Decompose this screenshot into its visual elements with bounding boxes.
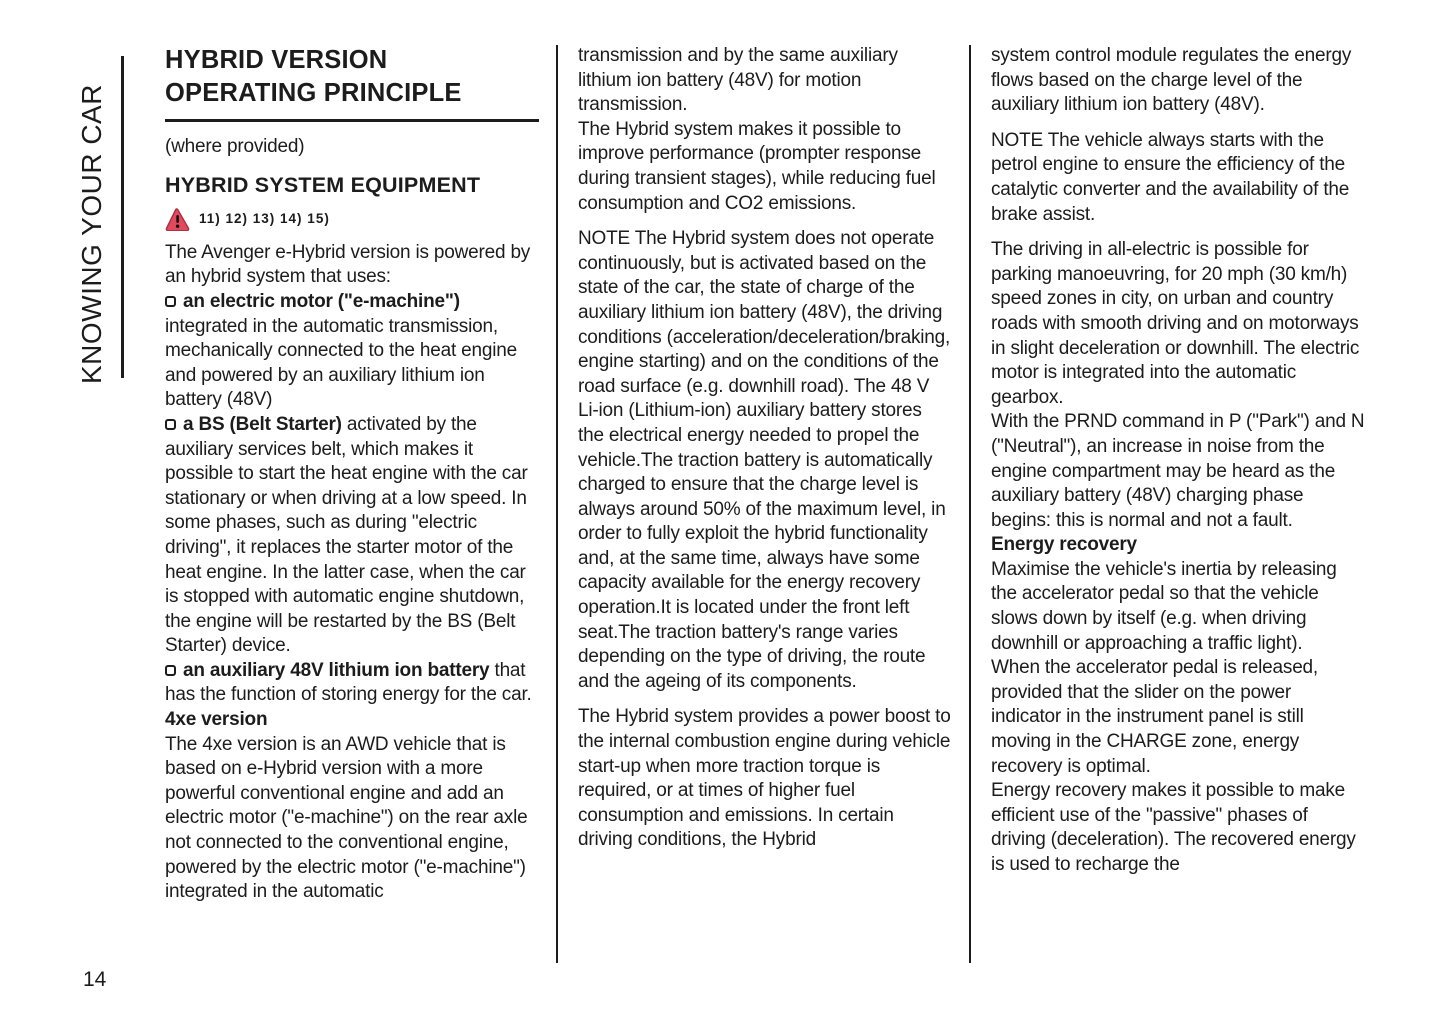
warning-triangle-icon — [165, 208, 190, 231]
section-heading: HYBRID SYSTEM EQUIPMENT — [165, 172, 481, 197]
warning-row — [165, 207, 539, 232]
square-bullet-icon — [165, 296, 176, 307]
bullet-item — [165, 659, 539, 708]
paragraph: Maximise the vehicle's inertia by releasing the accelerator pedal so that the vehicle slows down by itself (e.g. when driving downhill or approaching a traffic light). — [991, 558, 1337, 654]
column-2 — [578, 44, 952, 853]
paragraph: The Hybrid system makes it possible to improve performance (prompter response during transient stages), while reducing fuel consumption and CO2 emissions. — [578, 118, 936, 214]
page-title — [165, 44, 539, 122]
page-title-line1: HYBRID VERSION — [165, 46, 388, 74]
column-1 — [165, 44, 539, 905]
paragraph: The driving in all-electric is possible for parking manoeuvring, for 20 mph (30 km/h) speed zones in city, on urban and country roads with smooth driving and on motorways in slight deceleration or downhill. The electric motor is integrated into the automatic gearbox. — [991, 239, 1360, 408]
column-3 — [991, 44, 1365, 878]
sidebar-rule — [121, 56, 124, 378]
bullet-text: integrated in the automatic transmission, mechanically connected to the heat engine and powered by an auxiliary lithium ion battery (48V) — [165, 315, 517, 411]
bullet-lead-bold: a BS (Belt Starter) — [183, 413, 342, 435]
column-2-body — [578, 44, 952, 853]
paragraph: When the accelerator pedal is released, provided that the slider on the power indicator in the instrument panel is still moving in the CHARGE zone, energy recovery is optimal. — [991, 657, 1319, 777]
bullet-text: activated by the auxiliary services belt, which makes it possible to start the heat engine with the car stationary or when driving at a low speed. In some phases, such as during "electric driving", it replaces the starter motor of the heat engine. In the latter case, when the car is stopped with automatic engine shutdown, the engine will be restarted by the BS (Belt Starter) device. — [165, 413, 528, 657]
column-separator-1 — [556, 45, 558, 963]
paragraph: Energy recovery makes it possible to make efficient use of the "passive" phases of driving (deceleration). The recovered energy is used to recharge the — [991, 780, 1356, 875]
subheading: Energy recovery — [991, 534, 1137, 556]
paragraph: NOTE The Hybrid system does not operate continuously, but is activated based on the state of the car, the state of charge of the auxiliary lithium ion battery (48V), the driving conditions (acceleration/deceleration/braking, engine starting) and on the conditions of the road surface (e.g. downhill road). The 48 V Li-ion (Lithium-ion) auxiliary battery stores the electrical energy needed to propel the vehicle.The traction battery is automatically charged to ensure that the charge level is always around 50% of the maximum level, in order to fully exploit the hybrid functionality and, at the same time, always have some capacity available for the energy recovery operation.It is located under the front left seat.The traction battery's range varies depending on the type of driving, the route and the ageing of its components. — [578, 228, 951, 692]
page-title-line2: OPERATING PRINCIPLE — [165, 79, 462, 107]
bullet-lead-bold: an auxiliary 48V lithium ion battery — [183, 659, 490, 681]
paragraph: The 4xe version is an AWD vehicle that is based on e-Hybrid version with a more powerful conventional engine and add an electric motor ("e-machine") on the rear axle not connected to the conventional engine, powered by the electric motor ("e-machine") integrated in the automatic — [165, 733, 528, 903]
chapter-sidebar-label: KNOWING YOUR CAR — [76, 84, 107, 384]
bullet-item — [165, 413, 539, 659]
article-subtitle: (where provided) — [165, 136, 305, 157]
paragraph: system control module regulates the energy flows based on the charge level of the auxiliary lithium ion battery (48V). — [991, 45, 1352, 116]
column-separator-2 — [969, 45, 971, 963]
bullet-text: that has the function of storing energy for the car. — [165, 659, 532, 706]
paragraph: The Hybrid system provides a power boost to the internal combustion engine during vehicle start-up when more traction torque is required, or at times of higher fuel consumption and emissions. In certain driving conditions, the Hybrid — [578, 706, 951, 851]
column-1-body — [165, 241, 539, 905]
subheading: 4xe version — [165, 709, 268, 731]
bullet-item — [165, 290, 539, 413]
paragraph: The Avenger e-Hybrid version is powered by an hybrid system that uses: — [165, 241, 531, 288]
bullet-lead-bold: an electric motor ("e-machine") — [183, 290, 460, 312]
column-3-body — [991, 44, 1365, 878]
square-bullet-icon — [165, 665, 176, 676]
square-bullet-icon — [165, 419, 176, 430]
paragraph: NOTE The vehicle always starts with the petrol engine to ensure the efficiency of the catalytic converter and the availability of the brake assist. — [991, 129, 1350, 225]
paragraph: transmission and by the same auxiliary lithium ion battery (48V) for motion transmission. — [578, 45, 898, 116]
page-number: 14 — [83, 968, 107, 991]
paragraph: With the PRND command in P ("Park") and N ("Neutral"), an increase in noise from the engine compartment may be heard as the auxiliary battery (48V) charging phase begins: this is normal and not a fault. — [991, 411, 1365, 531]
warning-reference-numbers: 11) 12) 13) 14) 15) — [199, 211, 330, 227]
